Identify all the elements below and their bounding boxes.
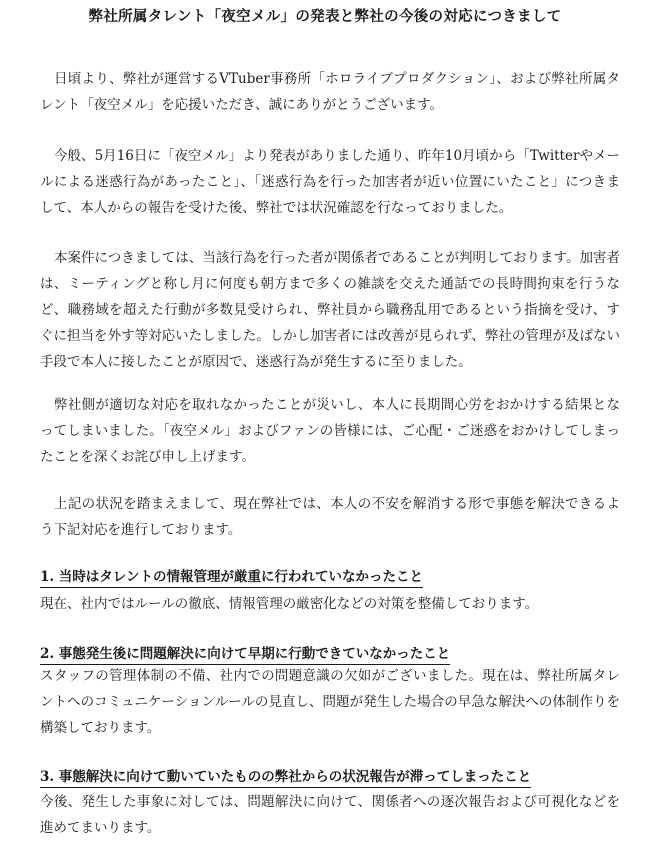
paragraph-case-details: 本案件につきましては、当該行為を行った者が関係者であることが判明しております。加害者は、ミーティングと称し月に何度も朝方まで多くの雑談を交えた通話での長時間拘束を行うなど、職務域を超えた行動が多数見受けられ、弊社員から職務乱用であるという指摘を受け、すぐに担当を外す等対応いたしました。しかし加害者には改善が見られず、弊社の管理が及ばない手段で本人に接したことが原因で、迷惑行為が発生するに至りました。 bbox=[40, 250, 620, 370]
action-item-body: 現在、社内ではルールの徹底、情報管理の厳密化などの対策を整備しております。 bbox=[40, 596, 539, 612]
paragraph-current-actions: 上記の状況を踏まえまして、現在弊社では、本人の不安を解消する形で事態を解決できるよう下記対応を進行しております。 bbox=[40, 496, 620, 538]
document-title: 弊社所属タレント「夜空メル」の発表と弊社の今後の対応につきまして bbox=[88, 8, 562, 25]
action-item-body: 今後、発生した事象に対しては、問題解決に向けて、関係者への逐次報告および可視化などを進めてまいります。 bbox=[40, 794, 620, 836]
paragraph-greeting: 日頃より、弊社が運営するVTuber事務所「ホロライブプロダクション」、および弊社所属タレント「夜空メル」を応援いただき、誠にありがとうございます。 bbox=[40, 71, 620, 113]
action-item-heading: 1. 当時はタレントの情報管理が厳重に行われていなかったこと bbox=[40, 568, 423, 588]
action-item-heading: 3. 事態解決に向けて動いていたものの弊社からの状況報告が滞ってしまったこと bbox=[40, 768, 531, 788]
action-item-body: スタッフの管理体制の不備、社内での問題意識の欠如がございました。現在は、弊社所属タレントへのコミュニケーションルールの見直し、問題が発生した場合の早急な解決への体制作りを構築しております。 bbox=[40, 668, 620, 736]
action-item-heading: 2. 事態発生後に問題解決に向けて早期に行動できていなかったこと bbox=[40, 645, 450, 665]
paragraph-apology: 弊社側が適切な対応を取れなかったことが災いし、本人に長期間心労をおかけする結果となってしまいました。「夜空メル」およびファンの皆様には、ご心配・ご迷惑をおかけしてしまったことを深くお詫び申し上げます。 bbox=[40, 397, 620, 465]
paragraph-announcement: 今般、5月16日に「夜空メル」より発表がありました通り、昨年10月頃から「Twitterやメールによる迷惑行為があったこと」、「迷惑行為を行った加害者が近い位置にいたこと」につきまして、本人からの報告を受けた後、弊社では状況確認を行なっておりました。 bbox=[40, 148, 620, 216]
